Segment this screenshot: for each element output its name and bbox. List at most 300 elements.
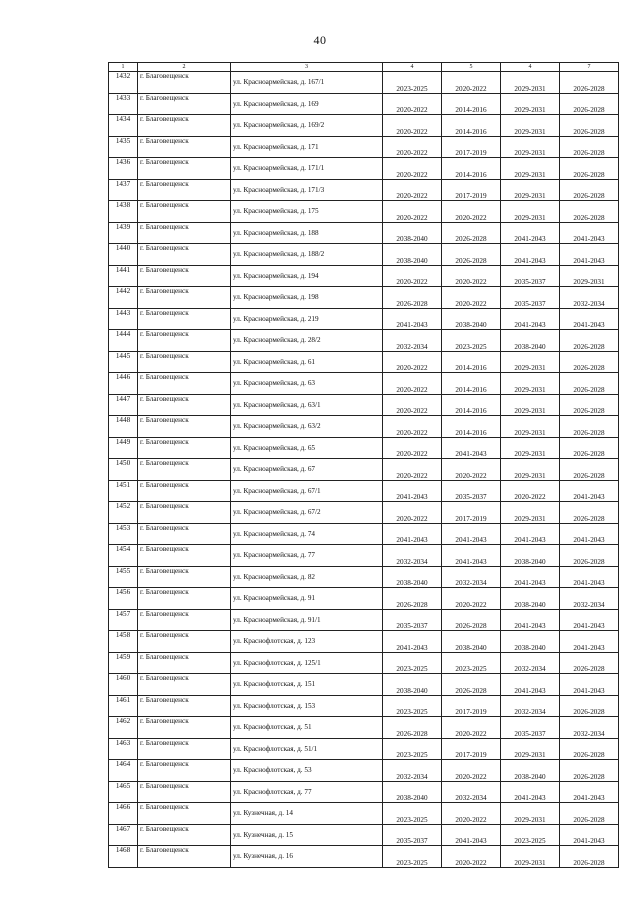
table-row [109, 351, 619, 373]
city-cell: г. Благовещенск [138, 459, 231, 481]
row-number-cell: 1454 [109, 545, 138, 567]
period-cell-5: 2020-2022 [442, 459, 501, 481]
table-header [109, 63, 619, 72]
row-number-cell: 1433 [109, 93, 138, 115]
period-cell-4: 2020-2022 [383, 136, 442, 158]
row-number-cell: 1448 [109, 416, 138, 438]
city-cell: г. Благовещенск [138, 803, 231, 825]
period-cell-6: 2035-2037 [501, 265, 560, 287]
table-row [109, 652, 619, 674]
column-header-5: 5 [442, 63, 501, 72]
row-number-cell: 1441 [109, 265, 138, 287]
city-cell: г. Благовещенск [138, 265, 231, 287]
address-cell: ул. Красноармейская, д. 219 [231, 308, 383, 330]
row-number-cell: 1468 [109, 846, 138, 868]
row-number-cell: 1435 [109, 136, 138, 158]
table-row [109, 717, 619, 739]
period-cell-5: 2014-2016 [442, 93, 501, 115]
row-number-cell: 1462 [109, 717, 138, 739]
table-row [109, 781, 619, 803]
period-cell-6: 2029-2031 [501, 373, 560, 395]
period-cell-5: 2041-2043 [442, 824, 501, 846]
period-cell-6: 2038-2040 [501, 588, 560, 610]
period-cell-6: 2035-2037 [501, 287, 560, 309]
period-cell-5: 2026-2028 [442, 222, 501, 244]
period-cell-5: 2026-2028 [442, 674, 501, 696]
table-row [109, 674, 619, 696]
period-cell-4: 2038-2040 [383, 244, 442, 266]
period-cell-4: 2020-2022 [383, 416, 442, 438]
row-number-cell: 1443 [109, 308, 138, 330]
row-number-cell: 1442 [109, 287, 138, 309]
period-cell-4: 2026-2028 [383, 717, 442, 739]
period-cell-5: 2017-2019 [442, 179, 501, 201]
table-body [109, 72, 619, 868]
period-cell-7: 2032-2034 [560, 588, 619, 610]
city-cell: г. Благовещенск [138, 480, 231, 502]
address-cell: ул. Красноармейская, д. 169 [231, 93, 383, 115]
row-number-cell: 1440 [109, 244, 138, 266]
period-cell-4: 2020-2022 [383, 93, 442, 115]
period-cell-7: 2026-2028 [560, 760, 619, 782]
city-cell: г. Благовещенск [138, 631, 231, 653]
period-cell-7: 2026-2028 [560, 437, 619, 459]
table-row [109, 416, 619, 438]
address-cell: ул. Красноармейская, д. 188/2 [231, 244, 383, 266]
period-cell-7: 2041-2043 [560, 609, 619, 631]
period-cell-5: 2041-2043 [442, 545, 501, 567]
period-cell-7: 2026-2028 [560, 803, 619, 825]
table-row [109, 846, 619, 868]
table-row [109, 437, 619, 459]
row-number-cell: 1452 [109, 502, 138, 524]
table-row [109, 179, 619, 201]
address-cell: ул. Кузнечная, д. 16 [231, 846, 383, 868]
period-cell-4: 2038-2040 [383, 781, 442, 803]
table-row [109, 201, 619, 223]
table-row [109, 803, 619, 825]
period-cell-7: 2026-2028 [560, 652, 619, 674]
period-cell-6: 2041-2043 [501, 222, 560, 244]
column-header-7: 7 [560, 63, 619, 72]
period-cell-7: 2026-2028 [560, 136, 619, 158]
row-number-cell: 1445 [109, 351, 138, 373]
period-cell-7: 2026-2028 [560, 351, 619, 373]
table-row [109, 373, 619, 395]
period-cell-6: 2029-2031 [501, 459, 560, 481]
address-cell: ул. Красноармейская, д. 171 [231, 136, 383, 158]
period-cell-6: 2038-2040 [501, 545, 560, 567]
table-row [109, 330, 619, 352]
period-cell-6: 2029-2031 [501, 502, 560, 524]
city-cell: г. Благовещенск [138, 781, 231, 803]
period-cell-4: 2038-2040 [383, 566, 442, 588]
table-row [109, 588, 619, 610]
period-cell-6: 2029-2031 [501, 93, 560, 115]
period-cell-5: 2020-2022 [442, 760, 501, 782]
period-cell-7: 2026-2028 [560, 115, 619, 137]
table-row [109, 523, 619, 545]
period-cell-6: 2029-2031 [501, 351, 560, 373]
city-cell: г. Благовещенск [138, 416, 231, 438]
row-number-cell: 1466 [109, 803, 138, 825]
period-cell-4: 2020-2022 [383, 351, 442, 373]
period-cell-6: 2041-2043 [501, 308, 560, 330]
row-number-cell: 1456 [109, 588, 138, 610]
city-cell: г. Благовещенск [138, 287, 231, 309]
table-row [109, 265, 619, 287]
row-number-cell: 1434 [109, 115, 138, 137]
address-cell: ул. Красноармейская, д. 198 [231, 287, 383, 309]
city-cell: г. Благовещенск [138, 201, 231, 223]
period-cell-4: 2032-2034 [383, 330, 442, 352]
period-cell-6: 2029-2031 [501, 846, 560, 868]
period-cell-5: 2020-2022 [442, 72, 501, 94]
period-cell-6: 2038-2040 [501, 631, 560, 653]
period-cell-5: 2032-2034 [442, 781, 501, 803]
city-cell: г. Благовещенск [138, 545, 231, 567]
period-cell-7: 2029-2031 [560, 265, 619, 287]
city-cell: г. Благовещенск [138, 179, 231, 201]
row-number-cell: 1453 [109, 523, 138, 545]
column-number-row [109, 63, 619, 72]
period-cell-7: 2026-2028 [560, 394, 619, 416]
period-cell-6: 2029-2031 [501, 803, 560, 825]
period-cell-6: 2029-2031 [501, 738, 560, 760]
address-cell: ул. Красноармейская, д. 188 [231, 222, 383, 244]
period-cell-7: 2041-2043 [560, 631, 619, 653]
period-cell-6: 2032-2034 [501, 695, 560, 717]
table-row [109, 287, 619, 309]
period-cell-5: 2017-2019 [442, 695, 501, 717]
table-row [109, 738, 619, 760]
row-number-cell: 1451 [109, 480, 138, 502]
city-cell: г. Благовещенск [138, 502, 231, 524]
period-cell-7: 2032-2034 [560, 287, 619, 309]
period-cell-6: 2035-2037 [501, 717, 560, 739]
period-cell-6: 2020-2022 [501, 480, 560, 502]
page-number: 40 [313, 33, 327, 47]
row-number-cell: 1464 [109, 760, 138, 782]
period-cell-5: 2014-2016 [442, 373, 501, 395]
period-cell-6: 2029-2031 [501, 179, 560, 201]
address-cell: ул. Красноармейская, д. 77 [231, 545, 383, 567]
period-cell-7: 2026-2028 [560, 72, 619, 94]
period-cell-5: 2020-2022 [442, 588, 501, 610]
city-cell: г. Благовещенск [138, 824, 231, 846]
period-cell-7: 2026-2028 [560, 738, 619, 760]
row-number-cell: 1467 [109, 824, 138, 846]
period-cell-4: 2041-2043 [383, 523, 442, 545]
table-row [109, 308, 619, 330]
address-cell: ул. Красноармейская, д. 65 [231, 437, 383, 459]
period-cell-5: 2017-2019 [442, 738, 501, 760]
period-cell-4: 2020-2022 [383, 158, 442, 180]
period-cell-4: 2038-2040 [383, 674, 442, 696]
city-cell: г. Благовещенск [138, 244, 231, 266]
period-cell-5: 2023-2025 [442, 652, 501, 674]
period-cell-4: 2035-2037 [383, 824, 442, 846]
address-cell: ул. Краснофлотская, д. 51/1 [231, 738, 383, 760]
row-number-cell: 1465 [109, 781, 138, 803]
period-cell-7: 2026-2028 [560, 93, 619, 115]
city-cell: г. Благовещенск [138, 609, 231, 631]
column-header-1: 1 [109, 63, 138, 72]
period-cell-4: 2020-2022 [383, 459, 442, 481]
address-cell: ул. Краснофлотская, д. 123 [231, 631, 383, 653]
address-cell: ул. Красноармейская, д. 91/1 [231, 609, 383, 631]
period-cell-7: 2041-2043 [560, 244, 619, 266]
period-cell-7: 2041-2043 [560, 781, 619, 803]
row-number-cell: 1463 [109, 738, 138, 760]
period-cell-6: 2032-2034 [501, 652, 560, 674]
row-number-cell: 1438 [109, 201, 138, 223]
period-cell-5: 2041-2043 [442, 437, 501, 459]
period-cell-6: 2038-2040 [501, 760, 560, 782]
period-cell-5: 2041-2043 [442, 523, 501, 545]
period-cell-6: 2041-2043 [501, 523, 560, 545]
table-row [109, 158, 619, 180]
address-cell: ул. Красноармейская, д. 171/1 [231, 158, 383, 180]
period-cell-4: 2038-2040 [383, 222, 442, 244]
address-cell: ул. Красноармейская, д. 61 [231, 351, 383, 373]
row-number-cell: 1459 [109, 652, 138, 674]
address-cell: ул. Красноармейская, д. 74 [231, 523, 383, 545]
period-cell-6: 2029-2031 [501, 115, 560, 137]
city-cell: г. Благовещенск [138, 846, 231, 868]
row-number-cell: 1446 [109, 373, 138, 395]
city-cell: г. Благовещенск [138, 652, 231, 674]
table-row [109, 631, 619, 653]
period-cell-5: 2023-2025 [442, 330, 501, 352]
table-row [109, 566, 619, 588]
period-cell-4: 2026-2028 [383, 287, 442, 309]
city-cell: г. Благовещенск [138, 523, 231, 545]
period-cell-6: 2038-2040 [501, 330, 560, 352]
city-cell: г. Благовещенск [138, 695, 231, 717]
table-row [109, 545, 619, 567]
address-cell: ул. Красноармейская, д. 67/2 [231, 502, 383, 524]
period-cell-7: 2041-2043 [560, 824, 619, 846]
address-cell: ул. Красноармейская, д. 194 [231, 265, 383, 287]
address-cell: ул. Красноармейская, д. 63 [231, 373, 383, 395]
period-cell-7: 2026-2028 [560, 158, 619, 180]
table-row [109, 222, 619, 244]
period-cell-4: 2020-2022 [383, 437, 442, 459]
period-cell-5: 2032-2034 [442, 566, 501, 588]
address-cell: ул. Красноармейская, д. 175 [231, 201, 383, 223]
table-row [109, 244, 619, 266]
city-cell: г. Благовещенск [138, 588, 231, 610]
table-row [109, 459, 619, 481]
period-cell-4: 2023-2025 [383, 738, 442, 760]
city-cell: г. Благовещенск [138, 93, 231, 115]
period-cell-7: 2026-2028 [560, 846, 619, 868]
period-cell-7: 2041-2043 [560, 308, 619, 330]
address-cell: ул. Красноармейская, д. 67 [231, 459, 383, 481]
period-cell-4: 2020-2022 [383, 502, 442, 524]
period-cell-7: 2026-2028 [560, 695, 619, 717]
period-cell-6: 2041-2043 [501, 781, 560, 803]
period-cell-4: 2023-2025 [383, 695, 442, 717]
period-cell-5: 2014-2016 [442, 416, 501, 438]
period-cell-5: 2014-2016 [442, 394, 501, 416]
period-cell-5: 2020-2022 [442, 717, 501, 739]
table-row [109, 115, 619, 137]
row-number-cell: 1455 [109, 566, 138, 588]
period-cell-4: 2023-2025 [383, 72, 442, 94]
city-cell: г. Благовещенск [138, 330, 231, 352]
address-cell: ул. Кузнечная, д. 14 [231, 803, 383, 825]
table-row [109, 72, 619, 94]
period-cell-5: 2014-2016 [442, 158, 501, 180]
period-cell-6: 2029-2031 [501, 136, 560, 158]
row-number-cell: 1458 [109, 631, 138, 653]
table-row [109, 480, 619, 502]
period-cell-6: 2029-2031 [501, 416, 560, 438]
period-cell-4: 2020-2022 [383, 115, 442, 137]
address-cell: ул. Краснофлотская, д. 151 [231, 674, 383, 696]
period-cell-5: 2026-2028 [442, 609, 501, 631]
address-cell: ул. Красноармейская, д. 63/1 [231, 394, 383, 416]
period-cell-4: 2020-2022 [383, 201, 442, 223]
row-number-cell: 1444 [109, 330, 138, 352]
period-cell-5: 2038-2040 [442, 631, 501, 653]
city-cell: г. Благовещенск [138, 437, 231, 459]
period-cell-4: 2023-2025 [383, 652, 442, 674]
table-row [109, 695, 619, 717]
period-cell-4: 2041-2043 [383, 480, 442, 502]
period-cell-4: 2020-2022 [383, 373, 442, 395]
period-cell-5: 2014-2016 [442, 115, 501, 137]
period-cell-5: 2017-2019 [442, 502, 501, 524]
address-cell: ул. Красноармейская, д. 169/2 [231, 115, 383, 137]
city-cell: г. Благовещенск [138, 394, 231, 416]
city-cell: г. Благовещенск [138, 158, 231, 180]
row-number-cell: 1436 [109, 158, 138, 180]
city-cell: г. Благовещенск [138, 674, 231, 696]
period-cell-4: 2041-2043 [383, 631, 442, 653]
address-cell: ул. Краснофлотская, д. 53 [231, 760, 383, 782]
city-cell: г. Благовещенск [138, 72, 231, 94]
city-cell: г. Благовещенск [138, 738, 231, 760]
table-row [109, 760, 619, 782]
column-header-4: 4 [383, 63, 442, 72]
period-cell-4: 2026-2028 [383, 588, 442, 610]
period-cell-7: 2041-2043 [560, 222, 619, 244]
address-cell: ул. Кузнечная, д. 15 [231, 824, 383, 846]
address-cell: ул. Красноармейская, д. 28/2 [231, 330, 383, 352]
table-row [109, 502, 619, 524]
period-cell-5: 2020-2022 [442, 287, 501, 309]
period-cell-6: 2041-2043 [501, 244, 560, 266]
period-cell-6: 2041-2043 [501, 566, 560, 588]
city-cell: г. Благовещенск [138, 566, 231, 588]
period-cell-5: 2020-2022 [442, 201, 501, 223]
period-cell-6: 2029-2031 [501, 72, 560, 94]
address-cell: ул. Красноармейская, д. 171/3 [231, 179, 383, 201]
period-cell-7: 2026-2028 [560, 373, 619, 395]
period-cell-4: 2023-2025 [383, 803, 442, 825]
period-cell-7: 2041-2043 [560, 480, 619, 502]
city-cell: г. Благовещенск [138, 222, 231, 244]
period-cell-4: 2032-2034 [383, 545, 442, 567]
period-cell-5: 2035-2037 [442, 480, 501, 502]
period-cell-6: 2041-2043 [501, 609, 560, 631]
period-cell-5: 2026-2028 [442, 244, 501, 266]
city-cell: г. Благовещенск [138, 115, 231, 137]
column-header-3: 3 [231, 63, 383, 72]
period-cell-7: 2026-2028 [560, 459, 619, 481]
city-cell: г. Благовещенск [138, 136, 231, 158]
row-number-cell: 1447 [109, 394, 138, 416]
period-cell-6: 2029-2031 [501, 201, 560, 223]
period-cell-7: 2026-2028 [560, 545, 619, 567]
row-number-cell: 1437 [109, 179, 138, 201]
period-cell-7: 2026-2028 [560, 330, 619, 352]
city-cell: г. Благовещенск [138, 351, 231, 373]
city-cell: г. Благовещенск [138, 760, 231, 782]
city-cell: г. Благовещенск [138, 308, 231, 330]
period-cell-7: 2026-2028 [560, 416, 619, 438]
city-cell: г. Благовещенск [138, 717, 231, 739]
table-row [109, 824, 619, 846]
address-cell: ул. Красноармейская, д. 91 [231, 588, 383, 610]
period-cell-6: 2029-2031 [501, 158, 560, 180]
table-row [109, 609, 619, 631]
period-cell-6: 2029-2031 [501, 394, 560, 416]
row-number-cell: 1432 [109, 72, 138, 94]
period-cell-4: 2032-2034 [383, 760, 442, 782]
period-cell-4: 2035-2037 [383, 609, 442, 631]
table-row [109, 136, 619, 158]
address-cell: ул. Краснофлотская, д. 153 [231, 695, 383, 717]
period-cell-5: 2020-2022 [442, 265, 501, 287]
address-cell: ул. Красноармейская, д. 82 [231, 566, 383, 588]
period-cell-7: 2026-2028 [560, 201, 619, 223]
period-cell-5: 2020-2022 [442, 846, 501, 868]
period-cell-6: 2029-2031 [501, 437, 560, 459]
period-cell-7: 2026-2028 [560, 502, 619, 524]
address-cell: ул. Краснофлотская, д. 51 [231, 717, 383, 739]
period-cell-4: 2020-2022 [383, 179, 442, 201]
period-cell-6: 2023-2025 [501, 824, 560, 846]
period-cell-4: 2020-2022 [383, 265, 442, 287]
period-cell-6: 2041-2043 [501, 674, 560, 696]
city-cell: г. Благовещенск [138, 373, 231, 395]
period-cell-4: 2041-2043 [383, 308, 442, 330]
period-cell-5: 2014-2016 [442, 351, 501, 373]
address-cell: ул. Красноармейская, д. 167/1 [231, 72, 383, 94]
row-number-cell: 1460 [109, 674, 138, 696]
column-header-2: 2 [138, 63, 231, 72]
period-cell-7: 2041-2043 [560, 523, 619, 545]
housing-register-table [108, 62, 619, 868]
table-row [109, 93, 619, 115]
row-number-cell: 1461 [109, 695, 138, 717]
period-cell-4: 2023-2025 [383, 846, 442, 868]
address-cell: ул. Красноармейская, д. 67/1 [231, 480, 383, 502]
row-number-cell: 1439 [109, 222, 138, 244]
address-cell: ул. Краснофлотская, д. 77 [231, 781, 383, 803]
row-number-cell: 1457 [109, 609, 138, 631]
address-cell: ул. Краснофлотская, д. 125/1 [231, 652, 383, 674]
period-cell-5: 2020-2022 [442, 803, 501, 825]
period-cell-7: 2026-2028 [560, 179, 619, 201]
period-cell-7: 2041-2043 [560, 674, 619, 696]
period-cell-7: 2041-2043 [560, 566, 619, 588]
period-cell-5: 2017-2019 [442, 136, 501, 158]
